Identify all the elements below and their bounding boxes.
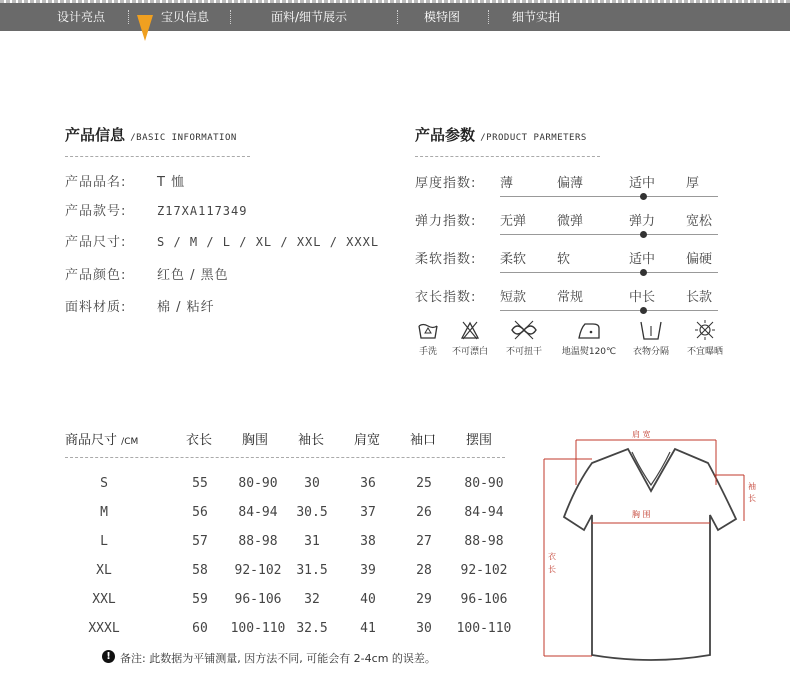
size-cell-value: 88-98 — [464, 534, 504, 549]
size-cell-label: XXL — [92, 592, 116, 607]
size-cell-value: 30 — [416, 621, 432, 636]
sleeve-label-2: 长 — [748, 494, 756, 503]
param-scale-line — [500, 272, 718, 273]
care-low-iron: 地温熨120℃ — [555, 318, 623, 357]
tshirt-outline — [564, 449, 736, 660]
size-cell-value: 84-94 — [238, 505, 278, 520]
param-option: 柔软 — [500, 252, 527, 267]
nav-separator — [230, 10, 231, 24]
iron-icon — [575, 318, 603, 342]
divider — [415, 156, 600, 157]
shoulder-label: 肩 宽 — [632, 430, 651, 439]
size-cell-value: 80-90 — [238, 476, 278, 491]
size-cell-value: 26 — [416, 505, 432, 520]
chest-label: 胸 围 — [632, 510, 651, 519]
param-scale-line — [500, 234, 718, 235]
size-table-unit: /CM — [121, 437, 139, 447]
product-params-title: 产品参数 /PRODUCT PARMETERS — [415, 126, 587, 144]
size-table-title: 商品尺寸 /CM — [65, 433, 139, 448]
size-cell-value: 96-106 — [460, 592, 508, 607]
param-option: 中长 — [629, 290, 656, 305]
param-option: 厚 — [686, 176, 700, 191]
product-params-subtitle: PRODUCT PARMETERS — [486, 133, 587, 143]
care-hand-wash: 手洗 — [415, 318, 441, 357]
size-cell-value: 60 — [192, 621, 208, 636]
param-option: 常规 — [557, 290, 584, 305]
size-cell-value: 27 — [416, 534, 432, 549]
product-info-title: 产品信息 /BASIC INFORMATION — [65, 126, 237, 144]
info-row-name: 产品品名: T 恤 — [65, 175, 186, 190]
size-cell-value: 100-110 — [456, 621, 512, 636]
param-label: 厚度指数: — [415, 176, 477, 191]
care-no-wring: 不可扭干 — [500, 318, 548, 357]
param-option: 长款 — [686, 290, 713, 305]
size-cell-label: XXXL — [88, 621, 120, 636]
size-cell-value: 57 — [192, 534, 208, 549]
size-cell-value: 32 — [304, 592, 320, 607]
col-header-chest: 胸围 — [242, 433, 269, 448]
param-label: 弹力指数: — [415, 214, 477, 229]
col-header-cuff: 袖口 — [410, 433, 437, 448]
size-cell-value: 28 — [416, 563, 432, 578]
size-cell-value: 100-110 — [230, 621, 286, 636]
info-icon: ! — [102, 650, 115, 663]
nav-item-fabric[interactable]: 面料/细节展示 — [271, 10, 348, 24]
param-option: 软 — [557, 252, 571, 267]
param-option: 适中 — [629, 252, 656, 267]
nav-item-design[interactable]: 设计亮点 — [57, 10, 106, 24]
param-option: 微弹 — [557, 214, 584, 229]
care-no-sun: 不宜曝晒 — [680, 318, 730, 357]
size-cell-label: XL — [96, 563, 112, 578]
size-cell-value: 92-102 — [460, 563, 508, 578]
size-cell-value: 96-106 — [234, 592, 282, 607]
size-cell-value: 56 — [192, 505, 208, 520]
hand-wash-icon — [416, 318, 440, 342]
col-header-sleeve: 袖长 — [298, 433, 325, 448]
size-cell-value: 30.5 — [296, 505, 328, 520]
divider — [65, 457, 505, 458]
info-row-size: 产品尺寸: S / M / L / XL / XXL / XXXL — [65, 235, 380, 250]
nav-separator — [128, 10, 129, 24]
care-wash-separately: 衣物分隔 — [626, 318, 676, 357]
size-cell-value: 55 — [192, 476, 208, 491]
info-row-material: 面料材质: 棉 / 粘纤 — [65, 300, 215, 315]
size-cell-value: 31 — [304, 534, 320, 549]
size-cell-value: 59 — [192, 592, 208, 607]
param-option: 偏薄 — [557, 176, 584, 191]
divider — [65, 156, 250, 157]
param-scale-line — [500, 310, 718, 311]
param-selected-marker — [640, 231, 647, 238]
size-cell-value: 25 — [416, 476, 432, 491]
no-wring-icon — [509, 318, 539, 342]
top-nav — [0, 3, 790, 31]
no-sun-icon — [693, 318, 717, 342]
care-no-bleach: 不可漂白 — [446, 318, 494, 357]
size-cell-value: 32.5 — [296, 621, 328, 636]
nav-item-product-info[interactable]: 宝贝信息 — [161, 10, 210, 24]
size-cell-value: 39 — [360, 563, 376, 578]
wash-separately-icon — [638, 318, 664, 342]
size-cell-label: M — [100, 505, 108, 520]
param-selected-marker — [640, 193, 647, 200]
length-label-2: 长 — [548, 565, 556, 574]
size-cell-value: 37 — [360, 505, 376, 520]
length-label-1: 衣 — [548, 552, 556, 561]
size-cell-value: 41 — [360, 621, 376, 636]
size-cell-value: 36 — [360, 476, 376, 491]
nav-item-model[interactable]: 模特图 — [424, 10, 461, 24]
nav-separator — [488, 10, 489, 24]
size-cell-value: 58 — [192, 563, 208, 578]
param-option: 宽松 — [686, 214, 713, 229]
param-option: 弹力 — [629, 214, 656, 229]
no-bleach-icon — [458, 318, 482, 342]
tshirt-measure-diagram — [540, 425, 790, 665]
param-option: 短款 — [500, 290, 527, 305]
size-cell-label: L — [100, 534, 108, 549]
col-header-shoulder: 肩宽 — [354, 433, 381, 448]
size-cell-value: 30 — [304, 476, 320, 491]
param-selected-marker — [640, 307, 647, 314]
size-cell-value: 40 — [360, 592, 376, 607]
info-row-code: 产品款号: Z17XA117349 — [65, 204, 248, 219]
size-cell-value: 88-98 — [238, 534, 278, 549]
size-cell-value: 31.5 — [296, 563, 328, 578]
param-option: 薄 — [500, 176, 514, 191]
col-header-length: 衣长 — [186, 433, 213, 448]
size-cell-value: 29 — [416, 592, 432, 607]
size-cell-label: S — [100, 476, 108, 491]
info-row-color: 产品颜色: 红色 / 黑色 — [65, 268, 229, 283]
size-cell-value: 80-90 — [464, 476, 504, 491]
param-label: 衣长指数: — [415, 290, 477, 305]
size-cell-value: 84-94 — [464, 505, 504, 520]
sleeve-label-1: 袖 — [748, 482, 756, 491]
size-cell-value: 92-102 — [234, 563, 282, 578]
param-selected-marker — [640, 269, 647, 276]
col-header-hem: 摆围 — [466, 433, 493, 448]
param-option: 适中 — [629, 176, 656, 191]
param-scale-line — [500, 196, 718, 197]
nav-separator — [397, 10, 398, 24]
size-note: 备注: 此数据为平铺测量, 因方法不同, 可能会有 2-4cm 的误差。 — [120, 652, 436, 665]
param-option: 偏硬 — [686, 252, 713, 267]
nav-item-detail-photos[interactable]: 细节实拍 — [512, 10, 561, 24]
param-label: 柔软指数: — [415, 252, 477, 267]
product-info-subtitle: BASIC INFORMATION — [136, 133, 237, 143]
size-cell-value: 38 — [360, 534, 376, 549]
nav-active-arrow-icon — [137, 15, 153, 41]
param-option: 无弹 — [500, 214, 527, 229]
